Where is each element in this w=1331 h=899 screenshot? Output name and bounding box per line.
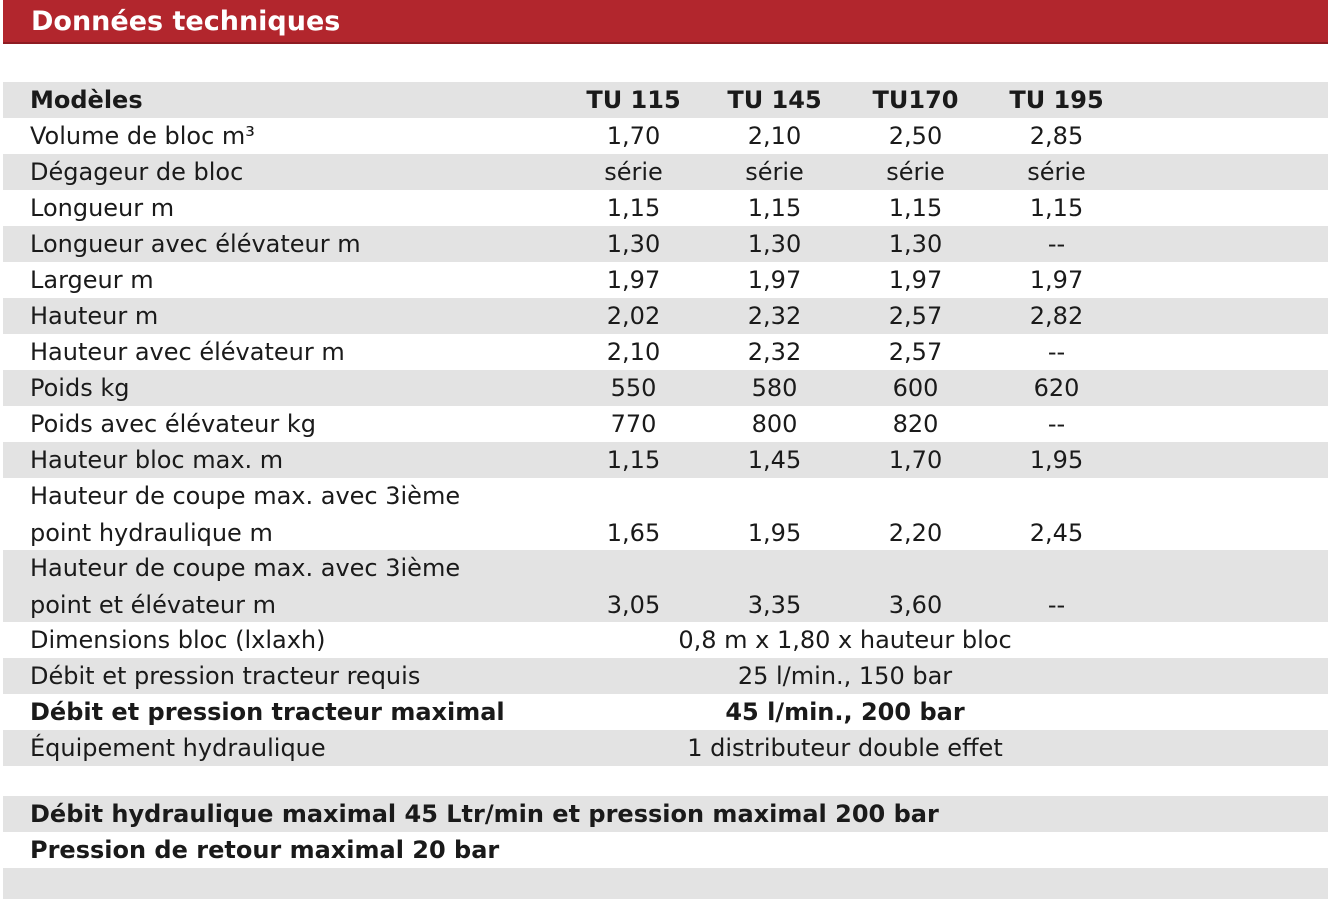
- row-label-line: point hydraulique m: [30, 519, 273, 547]
- table-header-row: [3, 82, 1328, 118]
- row-label: Dimensions bloc (lxlaxh): [30, 626, 326, 654]
- spanned-value: 0,8 m x 1,80 x hauteur bloc: [678, 626, 1012, 654]
- row-label: [3, 550, 563, 622]
- table-row: [3, 730, 1328, 766]
- cell-value: 1,45: [747, 446, 802, 474]
- row-label: Longueur m: [30, 194, 175, 222]
- row-label: Poids kg: [30, 374, 130, 402]
- table-row: [3, 622, 1328, 658]
- cell-value: 1,15: [1029, 194, 1084, 222]
- table-row: [3, 298, 1328, 334]
- cell-value: 1,30: [888, 230, 943, 258]
- cell-value: 1,65: [606, 519, 661, 547]
- cell-value: 580: [751, 374, 798, 402]
- table-row: [3, 658, 1328, 694]
- cell-value: 3,60: [888, 591, 943, 619]
- table-row: [3, 550, 1328, 622]
- cell-value: 2,32: [747, 338, 802, 366]
- note-return-pressure: Pression de retour maximal 20 bar: [30, 836, 500, 864]
- cell-value: 3,05: [606, 591, 661, 619]
- cell-value: --: [1047, 338, 1066, 366]
- cell-value: 1,15: [888, 194, 943, 222]
- cell-value: 2,57: [888, 338, 943, 366]
- table-row: [3, 154, 1328, 190]
- table-row: [3, 442, 1328, 478]
- cell-value: 1,97: [888, 266, 943, 294]
- cell-value: 800: [751, 410, 798, 438]
- spanned-value: 25 l/min., 150 bar: [737, 662, 953, 690]
- cell-value: 1,95: [747, 519, 802, 547]
- cell-value: 2,85: [1029, 122, 1084, 150]
- row-label: Largeur m: [30, 266, 154, 294]
- cell-value: 2,57: [888, 302, 943, 330]
- cell-value: 770: [610, 410, 657, 438]
- model-tu195: TU 195: [1009, 86, 1104, 114]
- cell-value: 1,97: [606, 266, 661, 294]
- table-row: [3, 370, 1328, 406]
- cell-value: série: [886, 158, 945, 186]
- cell-value: série: [604, 158, 663, 186]
- model-tu115: TU 115: [586, 86, 681, 114]
- cell-value: --: [1047, 230, 1066, 258]
- cell-value: 600: [892, 374, 939, 402]
- spanned-value: 45 l/min., 200 bar: [725, 698, 965, 726]
- cell-value: 3,35: [747, 591, 802, 619]
- table-row: [3, 262, 1328, 298]
- cell-value: 1,30: [606, 230, 661, 258]
- cell-value: 1,70: [888, 446, 943, 474]
- row-label-line: Hauteur de coupe max. avec 3ième: [30, 554, 461, 582]
- table-row: [3, 190, 1328, 226]
- model-tu145: TU 145: [727, 86, 822, 114]
- cell-value: --: [1047, 591, 1066, 619]
- bottom-band: [3, 868, 1328, 899]
- cell-value: 1,97: [1029, 266, 1084, 294]
- spec-table: [3, 82, 1328, 766]
- header-label: Modèles: [30, 86, 143, 114]
- table-row: [3, 478, 1328, 550]
- cell-value: 1,95: [1029, 446, 1084, 474]
- row-label: Poids avec élévateur kg: [30, 410, 316, 438]
- cell-value: 820: [892, 410, 939, 438]
- cell-value: 2,02: [606, 302, 661, 330]
- row-label: Hauteur bloc max. m: [30, 446, 284, 474]
- row-label-line: Hauteur de coupe max. avec 3ième: [30, 482, 461, 510]
- table-row: [3, 334, 1328, 370]
- model-tu170: TU170: [872, 86, 959, 114]
- row-label: Hauteur m: [30, 302, 159, 330]
- cell-value: 2,20: [888, 519, 943, 547]
- cell-value: série: [745, 158, 804, 186]
- cell-value: 2,50: [888, 122, 943, 150]
- notes-section: [3, 796, 1328, 868]
- row-label: Dégageur de bloc: [30, 158, 244, 186]
- page-title: Données techniques: [3, 0, 1328, 44]
- row-label: Volume de bloc m³: [30, 122, 255, 150]
- cell-value: 550: [610, 374, 657, 402]
- cell-value: 1,15: [606, 194, 661, 222]
- cell-value: 1,97: [747, 266, 802, 294]
- spanned-value: 1 distributeur double effet: [687, 734, 1003, 762]
- cell-value: 2,32: [747, 302, 802, 330]
- cell-value: série: [1027, 158, 1086, 186]
- table-row: [3, 118, 1328, 154]
- cell-value: 2,82: [1029, 302, 1084, 330]
- table-row: [3, 694, 1328, 730]
- cell-value: 2,10: [747, 122, 802, 150]
- cell-value: 2,45: [1029, 519, 1084, 547]
- cell-value: 1,70: [606, 122, 661, 150]
- cell-value: 1,30: [747, 230, 802, 258]
- note-hydraulic-flow: Débit hydraulique maximal 45 Ltr/min et pression maximal 200 bar: [3, 796, 1328, 832]
- cell-value: 620: [1033, 374, 1080, 402]
- cell-value: 2,10: [606, 338, 661, 366]
- row-label: Débit et pression tracteur maximal: [30, 698, 505, 726]
- row-label: Longueur avec élévateur m: [30, 230, 361, 258]
- row-label: Équipement hydraulique: [30, 734, 326, 762]
- row-label: Hauteur avec élévateur m: [30, 338, 345, 366]
- row-label: [3, 478, 563, 550]
- cell-value: --: [1047, 410, 1066, 438]
- row-label: Débit et pression tracteur requis: [30, 662, 421, 690]
- cell-value: 1,15: [606, 446, 661, 474]
- cell-value: 1,15: [747, 194, 802, 222]
- table-row: [3, 226, 1328, 262]
- table-row: [3, 406, 1328, 442]
- row-label-line: point et élévateur m: [30, 591, 277, 619]
